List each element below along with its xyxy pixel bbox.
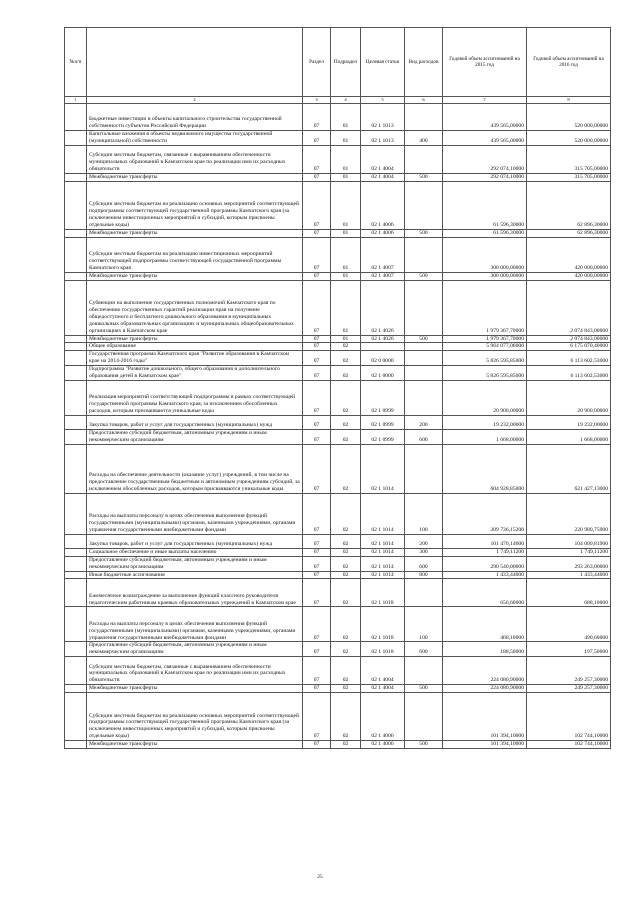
row-num bbox=[65, 607, 87, 642]
row-num bbox=[65, 181, 87, 229]
row-num bbox=[65, 556, 87, 571]
row-name: Капитальные вложения в объекты недвижимого имущества государственной (муниципальной) собственности bbox=[87, 131, 303, 146]
row-podrazdel: 02 bbox=[331, 579, 361, 607]
row-sum-2015: 1 749,11200 bbox=[443, 548, 527, 556]
row-name: Субсидии местным бюджетам на реализацию основных мероприятий соответствующей подпрограммы соответствующей государственной программы Камчатского края (за исключением инвестиционных мероприятий и субсидий, которым присвоены отдельные коды) bbox=[87, 693, 303, 741]
row-target: 02 1 1014 bbox=[361, 571, 405, 579]
row-target: 02 1 1014 bbox=[361, 548, 405, 556]
row-sum-2015: 1 433,44000 bbox=[443, 571, 527, 579]
row-razdel: 07 bbox=[303, 229, 331, 237]
row-target: 02 1 0999 bbox=[361, 429, 405, 444]
row-razdel: 07 bbox=[303, 579, 331, 607]
column-number: 8 bbox=[527, 97, 611, 104]
row-sum-2016: 2 074 843,00000 bbox=[527, 280, 611, 335]
row-target: 02 1 1013 bbox=[361, 104, 405, 131]
row-vid: 500 bbox=[405, 272, 443, 280]
column-number: 4 bbox=[331, 97, 361, 104]
row-vid bbox=[405, 380, 443, 415]
table-row bbox=[65, 272, 611, 280]
row-name: Общее образование bbox=[87, 343, 303, 351]
row-podrazdel: 02 bbox=[331, 343, 361, 351]
row-razdel: 07 bbox=[303, 173, 331, 181]
row-name: Иные бюджетные ассигнования bbox=[87, 571, 303, 579]
row-podrazdel: 02 bbox=[331, 548, 361, 556]
header-sum2015: Годовой объем ассигнований на 2015 год bbox=[443, 28, 527, 97]
row-sum-2016: 420 000,00000 bbox=[527, 272, 611, 280]
row-podrazdel: 02 bbox=[331, 351, 361, 366]
row-sum-2015: 292 074,10000 bbox=[443, 145, 527, 173]
row-vid: 600 bbox=[405, 429, 443, 444]
row-podrazdel: 01 bbox=[331, 131, 361, 146]
row-num bbox=[65, 229, 87, 237]
row-sum-2015: 5 964 077,06000 bbox=[443, 343, 527, 351]
row-name: Социальное обеспечение и иные выплаты населению bbox=[87, 548, 303, 556]
row-sum-2015: 224 080,90000 bbox=[443, 685, 527, 693]
row-num bbox=[65, 429, 87, 444]
row-name: Межбюджетные трансферты bbox=[87, 229, 303, 237]
row-sum-2016: 1 433,44000 bbox=[527, 571, 611, 579]
header-row bbox=[65, 28, 611, 97]
row-target: 02 1 1014 bbox=[361, 534, 405, 548]
row-razdel: 07 bbox=[303, 280, 331, 335]
row-razdel: 07 bbox=[303, 351, 331, 366]
header-num: №п/п bbox=[65, 28, 87, 97]
row-sum-2016: 688,10000 bbox=[527, 579, 611, 607]
row-podrazdel: 02 bbox=[331, 493, 361, 534]
row-razdel: 07 bbox=[303, 429, 331, 444]
row-sum-2015: 5 826 595,85000 bbox=[443, 351, 527, 366]
row-target: 02 1 1014 bbox=[361, 556, 405, 571]
row-sum-2016: 621 427,13000 bbox=[527, 444, 611, 493]
header-sum2016: Годовой объем ассигнований на 2016 год bbox=[527, 28, 611, 97]
row-sum-2015: 19 232,00000 bbox=[443, 415, 527, 429]
row-sum-2015: 61 596,30000 bbox=[443, 229, 527, 237]
row-vid: 500 bbox=[405, 685, 443, 693]
row-num bbox=[65, 173, 87, 181]
row-sum-2016: 197,50000 bbox=[527, 642, 611, 657]
table-row bbox=[65, 229, 611, 237]
row-name: Закупка товаров, работ и услуг для государственных (муниципальных) нужд bbox=[87, 415, 303, 429]
row-target: 02 1 4004 bbox=[361, 173, 405, 181]
row-razdel: 07 bbox=[303, 741, 331, 749]
row-sum-2016: 104 000,81900 bbox=[527, 534, 611, 548]
row-vid: 100 bbox=[405, 607, 443, 642]
row-vid bbox=[405, 104, 443, 131]
row-name: Субсидии местным бюджетам, связанные с выравниванием обеспеченности муниципальных образований в Камчатском крае по реализации ими их расходных обязательств bbox=[87, 145, 303, 173]
row-num bbox=[65, 237, 87, 272]
row-razdel: 07 bbox=[303, 685, 331, 693]
row-name: Субсидии местным бюджетам на реализацию инвестиционных мероприятий соответствующей подпрограммы соответствующей государственной программы Камчатского края bbox=[87, 237, 303, 272]
row-podrazdel: 02 bbox=[331, 429, 361, 444]
table-row bbox=[65, 366, 611, 381]
row-num bbox=[65, 657, 87, 685]
row-sum-2015: 61 596,30000 bbox=[443, 181, 527, 229]
row-sum-2016: 1 668,00000 bbox=[527, 429, 611, 444]
row-num bbox=[65, 534, 87, 548]
row-sum-2015: 20 900,00000 bbox=[443, 380, 527, 415]
table-row bbox=[65, 741, 611, 749]
row-sum-2016: 249 257,30000 bbox=[527, 657, 611, 685]
row-sum-2016: 490,60000 bbox=[527, 607, 611, 642]
table-row bbox=[65, 131, 611, 146]
row-sum-2016: 520 000,00000 bbox=[527, 131, 611, 146]
row-sum-2015: 1 979 367,70000 bbox=[443, 335, 527, 343]
row-razdel: 07 bbox=[303, 493, 331, 534]
row-razdel: 07 bbox=[303, 534, 331, 548]
row-podrazdel: 02 bbox=[331, 642, 361, 657]
column-number: 2 bbox=[87, 97, 303, 104]
row-podrazdel: 02 bbox=[331, 556, 361, 571]
row-sum-2016: 249 257,30000 bbox=[527, 685, 611, 693]
column-number: 3 bbox=[303, 97, 331, 104]
row-target: 02 1 0999 bbox=[361, 415, 405, 429]
row-sum-2016: 6 113 602,53000 bbox=[527, 366, 611, 381]
row-name: Межбюджетные трансферты bbox=[87, 685, 303, 693]
row-podrazdel: 02 bbox=[331, 380, 361, 415]
table-row bbox=[65, 657, 611, 685]
row-sum-2015: 290 540,00000 bbox=[443, 556, 527, 571]
column-number-row bbox=[65, 97, 611, 104]
row-vid bbox=[405, 366, 443, 381]
column-number: 1 bbox=[65, 97, 87, 104]
row-vid bbox=[405, 237, 443, 272]
table-row bbox=[65, 351, 611, 366]
table-row bbox=[65, 534, 611, 548]
row-razdel: 07 bbox=[303, 380, 331, 415]
row-podrazdel: 01 bbox=[331, 104, 361, 131]
row-sum-2016: 102 744,10000 bbox=[527, 693, 611, 741]
row-podrazdel: 02 bbox=[331, 534, 361, 548]
row-podrazdel: 02 bbox=[331, 607, 361, 642]
row-sum-2016: 62 896,30000 bbox=[527, 181, 611, 229]
row-podrazdel: 02 bbox=[331, 685, 361, 693]
table-row bbox=[65, 173, 611, 181]
column-number: 5 bbox=[361, 97, 405, 104]
row-num bbox=[65, 366, 87, 381]
row-name: Межбюджетные трансферты bbox=[87, 741, 303, 749]
table-row bbox=[65, 579, 611, 607]
row-num bbox=[65, 548, 87, 556]
row-sum-2016: 20 900,00000 bbox=[527, 380, 611, 415]
row-num bbox=[65, 415, 87, 429]
row-num bbox=[65, 493, 87, 534]
row-target: 02 1 4004 bbox=[361, 657, 405, 685]
row-razdel: 07 bbox=[303, 335, 331, 343]
row-target: 02 1 4007 bbox=[361, 272, 405, 280]
row-sum-2015: 101 470,14600 bbox=[443, 534, 527, 548]
table-row bbox=[65, 685, 611, 693]
row-name: Закупка товаров, работ и услуг для государственных (муниципальных) нужд bbox=[87, 534, 303, 548]
row-name: Расходы на выплаты персоналу в целях обеспечения выполнения функций государственными (муниципальными) органами, казенными учреждениями, органами управления государственными внебюджетными фондами bbox=[87, 493, 303, 534]
table-row bbox=[65, 104, 611, 131]
table-row bbox=[65, 444, 611, 493]
row-vid bbox=[405, 343, 443, 351]
row-name: Государственная программа Камчатского края "Развитие образования в Камчатском крае на 2014-2016 годы" bbox=[87, 351, 303, 366]
row-podrazdel: 02 bbox=[331, 571, 361, 579]
row-razdel: 07 bbox=[303, 181, 331, 229]
row-podrazdel: 01 bbox=[331, 280, 361, 335]
row-name: Межбюджетные трансферты bbox=[87, 335, 303, 343]
table-row bbox=[65, 571, 611, 579]
row-sum-2016: 19 232,00000 bbox=[527, 415, 611, 429]
row-sum-2016: 6 113 602,53000 bbox=[527, 351, 611, 366]
row-name: Предоставление субсидий бюджетным, автономным учреждениям и иным некоммерческим организациям bbox=[87, 429, 303, 444]
row-vid: 200 bbox=[405, 534, 443, 548]
row-sum-2015: 1 979 367,70000 bbox=[443, 280, 527, 335]
row-name: Субсидии местным бюджетам на реализацию основных мероприятий соответствующей подпрограммы соответствующей государственной программы Камчатского края (за исключением инвестиционных мероприятий и субсидий, которым присвоены отдельные коды) bbox=[87, 181, 303, 229]
table-row bbox=[65, 335, 611, 343]
row-vid bbox=[405, 280, 443, 335]
row-vid bbox=[405, 693, 443, 741]
row-num bbox=[65, 571, 87, 579]
row-sum-2015: 439 565,00000 bbox=[443, 131, 527, 146]
row-name: Межбюджетные трансферты bbox=[87, 272, 303, 280]
row-podrazdel: 01 bbox=[331, 173, 361, 181]
row-podrazdel: 01 bbox=[331, 335, 361, 343]
row-target: 02 0 0000 bbox=[361, 351, 405, 366]
table-row bbox=[65, 145, 611, 173]
row-sum-2015: 439 565,00000 bbox=[443, 104, 527, 131]
row-sum-2015: 5 826 595,85000 bbox=[443, 366, 527, 381]
row-vid: 500 bbox=[405, 229, 443, 237]
row-podrazdel: 02 bbox=[331, 741, 361, 749]
row-name: Подпрограмма "Развитие дошкольного, общего образования и дополнительного образования детей в Камчатском крае" bbox=[87, 366, 303, 381]
row-podrazdel: 01 bbox=[331, 229, 361, 237]
row-razdel: 07 bbox=[303, 556, 331, 571]
row-razdel: 07 bbox=[303, 343, 331, 351]
row-razdel: 07 bbox=[303, 415, 331, 429]
header-vid: Вид расходов bbox=[405, 28, 443, 97]
row-vid: 500 bbox=[405, 335, 443, 343]
row-name: Предоставление субсидий бюджетным, автономным учреждениям и иным некоммерческим организациям bbox=[87, 642, 303, 657]
row-razdel: 07 bbox=[303, 272, 331, 280]
row-target: 02 1 1018 bbox=[361, 642, 405, 657]
row-num bbox=[65, 741, 87, 749]
row-vid: 800 bbox=[405, 571, 443, 579]
row-name: Субсидии местным бюджетам, связанные с выравниванием обеспеченности муниципальных образований в Камчатском крае по реализации ими их расходных обязательств bbox=[87, 657, 303, 685]
table-row bbox=[65, 415, 611, 429]
row-vid: 200 bbox=[405, 415, 443, 429]
row-vid bbox=[405, 145, 443, 173]
row-num bbox=[65, 343, 87, 351]
row-num bbox=[65, 642, 87, 657]
table-row bbox=[65, 548, 611, 556]
row-num bbox=[65, 104, 87, 131]
row-sum-2015: 209 736,15200 bbox=[443, 493, 527, 534]
row-vid bbox=[405, 579, 443, 607]
row-sum-2015: 101 394,10000 bbox=[443, 693, 527, 741]
row-vid: 600 bbox=[405, 642, 443, 657]
row-sum-2015: 1 668,00000 bbox=[443, 429, 527, 444]
table-row bbox=[65, 642, 611, 657]
row-name: Ежемесячное вознаграждение за выполнение функций классного руководителя педагогическим работникам краевых образовательных учреждений в Камчатском крае bbox=[87, 579, 303, 607]
budget-table bbox=[64, 27, 611, 749]
row-sum-2016: 2 074 843,00000 bbox=[527, 335, 611, 343]
row-num bbox=[65, 351, 87, 366]
row-podrazdel: 01 bbox=[331, 145, 361, 173]
row-vid: 100 bbox=[405, 493, 443, 534]
row-sum-2015: 300 000,00000 bbox=[443, 237, 527, 272]
table-row bbox=[65, 380, 611, 415]
row-podrazdel: 02 bbox=[331, 366, 361, 381]
header-target: Целевая статья bbox=[361, 28, 405, 97]
row-target: 02 1 1018 bbox=[361, 579, 405, 607]
row-num bbox=[65, 280, 87, 335]
row-podrazdel: 02 bbox=[331, 693, 361, 741]
row-name: Реализация мероприятий соответствующей подпрограммы в рамках соответствующей государственной программы Камчатского края, за исключением обособленных расходов, которым присваиваются уникальные коды bbox=[87, 380, 303, 415]
table-row bbox=[65, 556, 611, 571]
column-number: 6 bbox=[405, 97, 443, 104]
row-num bbox=[65, 444, 87, 493]
row-target: 02 1 4006 bbox=[361, 229, 405, 237]
row-target: 02 1 4026 bbox=[361, 280, 405, 335]
row-target: 02 1 4006 bbox=[361, 693, 405, 741]
row-name: Предоставление субсидий бюджетным, автономным учреждениям и иным некоммерческим организациям bbox=[87, 556, 303, 571]
row-sum-2015: 656,60000 bbox=[443, 579, 527, 607]
row-sum-2016: 420 000,00000 bbox=[527, 237, 611, 272]
column-number: 7 bbox=[443, 97, 527, 104]
table-row bbox=[65, 343, 611, 351]
row-target: 02 1 4006 bbox=[361, 181, 405, 229]
row-num bbox=[65, 579, 87, 607]
row-sum-2016: 1 749,11200 bbox=[527, 548, 611, 556]
row-num bbox=[65, 131, 87, 146]
header-podrazdel: Подраздел bbox=[331, 28, 361, 97]
row-podrazdel: 02 bbox=[331, 444, 361, 493]
row-razdel: 07 bbox=[303, 145, 331, 173]
row-razdel: 07 bbox=[303, 237, 331, 272]
row-target: 02 1 4026 bbox=[361, 335, 405, 343]
row-razdel: 07 bbox=[303, 657, 331, 685]
row-num bbox=[65, 145, 87, 173]
row-sum-2016: 315 705,00000 bbox=[527, 145, 611, 173]
row-target: 02 1 1018 bbox=[361, 607, 405, 642]
row-podrazdel: 01 bbox=[331, 181, 361, 229]
header-razdel: Раздел bbox=[303, 28, 331, 97]
row-sum-2015: 300 000,00000 bbox=[443, 272, 527, 280]
row-target: 02 1 4004 bbox=[361, 145, 405, 173]
row-razdel: 07 bbox=[303, 548, 331, 556]
table-row bbox=[65, 237, 611, 272]
table-row bbox=[65, 181, 611, 229]
row-podrazdel: 01 bbox=[331, 237, 361, 272]
row-razdel: 07 bbox=[303, 366, 331, 381]
row-sum-2016: 62 896,30000 bbox=[527, 229, 611, 237]
row-sum-2016: 315 705,00000 bbox=[527, 173, 611, 181]
row-target: 02 1 1014 bbox=[361, 444, 405, 493]
row-vid bbox=[405, 181, 443, 229]
row-target: 02 1 4006 bbox=[361, 741, 405, 749]
row-sum-2016: 293 263,00000 bbox=[527, 556, 611, 571]
row-target: 02 1 1013 bbox=[361, 131, 405, 146]
row-sum-2016: 220 980,75900 bbox=[527, 493, 611, 534]
row-razdel: 07 bbox=[303, 642, 331, 657]
row-vid bbox=[405, 351, 443, 366]
row-target: 02 1 4007 bbox=[361, 237, 405, 272]
row-vid bbox=[405, 444, 443, 493]
row-target: 02 1 4004 bbox=[361, 685, 405, 693]
row-target: 02 1 0000 bbox=[361, 366, 405, 381]
row-num bbox=[65, 685, 87, 693]
row-num bbox=[65, 335, 87, 343]
row-name: Межбюджетные трансферты bbox=[87, 173, 303, 181]
row-vid: 300 bbox=[405, 548, 443, 556]
row-target: 02 1 0999 bbox=[361, 380, 405, 415]
row-name: Субвенции на выполнение государственных полномочий Камчатского края по обеспечению государственных гарантий реализации прав на получение общедоступного и бесплатного дошкольного образования в муниципальных дошкольных образовательных организациях и муниципальных общеобразовательных организациях в Камчатском крае bbox=[87, 280, 303, 335]
row-vid: 600 bbox=[405, 556, 443, 571]
row-razdel: 07 bbox=[303, 104, 331, 131]
table-row bbox=[65, 607, 611, 642]
row-num bbox=[65, 693, 87, 741]
table-row bbox=[65, 280, 611, 335]
row-num bbox=[65, 272, 87, 280]
row-podrazdel: 02 bbox=[331, 657, 361, 685]
row-num bbox=[65, 380, 87, 415]
row-sum-2016: 102 744,10000 bbox=[527, 741, 611, 749]
row-sum-2016: 6 175 070,40000 bbox=[527, 343, 611, 351]
row-sum-2015: 468,10000 bbox=[443, 607, 527, 642]
row-target bbox=[361, 343, 405, 351]
row-name: Расходы на обеспечение деятельности (оказание услуг) учреждений, в том числе на предоставление государственным бюджетным и автономным учреждениям субсидий, за исключением обособленных расходов, которым присваиваются уникальные коды bbox=[87, 444, 303, 493]
row-razdel: 07 bbox=[303, 607, 331, 642]
row-podrazdel: 02 bbox=[331, 415, 361, 429]
row-razdel: 07 bbox=[303, 131, 331, 146]
table-row bbox=[65, 693, 611, 741]
row-razdel: 07 bbox=[303, 693, 331, 741]
row-sum-2015: 188,50000 bbox=[443, 642, 527, 657]
header-name bbox=[87, 28, 303, 97]
row-podrazdel: 01 bbox=[331, 272, 361, 280]
page-number: 25 bbox=[317, 874, 323, 880]
row-target: 02 1 1014 bbox=[361, 493, 405, 534]
row-vid: 400 bbox=[405, 131, 443, 146]
row-razdel: 07 bbox=[303, 571, 331, 579]
table-row bbox=[65, 493, 611, 534]
table-row bbox=[65, 429, 611, 444]
row-vid bbox=[405, 657, 443, 685]
row-name: Бюджетные инвестиции в объекты капитального строительства государственной собственности субъектов Российской Федерации bbox=[87, 104, 303, 131]
row-razdel: 07 bbox=[303, 444, 331, 493]
row-name: Расходы на выплаты персоналу в целях обеспечения выполнения функций государственными (муниципальными) органами, казенными учреждениями, органами управления государственными внебюджетными фондами bbox=[87, 607, 303, 642]
row-sum-2015: 292 074,10000 bbox=[443, 173, 527, 181]
row-sum-2015: 604 928,85000 bbox=[443, 444, 527, 493]
row-sum-2015: 224 080,90000 bbox=[443, 657, 527, 685]
row-vid: 500 bbox=[405, 173, 443, 181]
row-vid: 500 bbox=[405, 741, 443, 749]
row-sum-2016: 520 000,00000 bbox=[527, 104, 611, 131]
row-sum-2015: 101 394,10000 bbox=[443, 741, 527, 749]
